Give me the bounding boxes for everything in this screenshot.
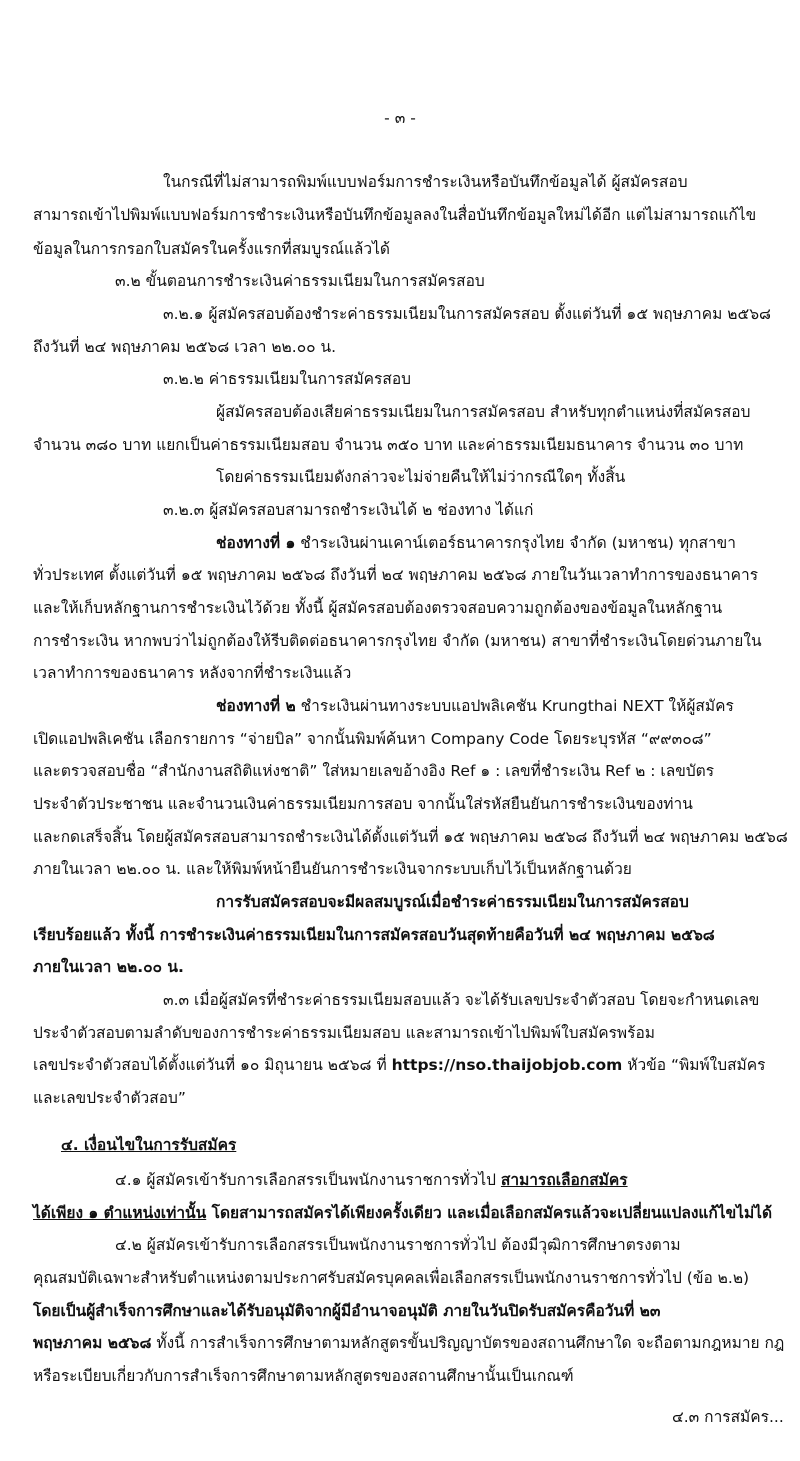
section-4-2-line-1: ๔.๒ ผู้สมัครเข้ารับการเลือกสรรเป็นพนักงานราชการทั่วไป ต้องมีวุฒิการศึกษาตรงตาม — [115, 1236, 681, 1254]
para-print-line-1: ในกรณีที่ไม่สามารถพิมพ์แบบฟอร์มการชำระเงินหรือบันทึกข้อมูลได้ ผู้สมัครสอบ — [163, 173, 688, 191]
section-3-3-line-3 — [33, 1053, 765, 1077]
page-number: - ๓ - — [384, 109, 416, 127]
section-3-3-text: เลขประจำตัวสอบได้ตั้งแต่วันที่ ๑๐ มิถุนายน ๒๕๖๘ ที่ — [33, 1056, 392, 1074]
continuation-marker: ๔.๓ การสมัคร... — [672, 1408, 784, 1426]
channel-2-line-3: และตรวจสอบชื่อ “สำนักงานสถิติแห่งชาติ” ใส่หมายเลขอ้างอิง Ref ๑ : เลขที่ชำระเงิน Ref ๒ : เลขบัตร — [33, 762, 715, 780]
section-4-1-emphasis-2: ได้เพียง ๑ ตำแหน่งเท่านั้น — [33, 1204, 207, 1222]
section-4-1-line-1 — [115, 1168, 628, 1192]
channel-2-line-1 — [216, 694, 734, 718]
complete-note-line-3: ภายในเวลา ๒๒.๐๐ น. — [33, 958, 184, 976]
section-3-2-1-line-2: ถึงวันที่ ๒๔ พฤษภาคม ๒๕๖๘ เวลา ๒๒.๐๐ น. — [33, 338, 337, 356]
channel-2-line-5: และกดเสร็จสิ้น โดยผู้สมัครสอบสามารถชำระเงินได้ตั้งแต่วันที่ ๑๕ พฤษภาคม ๒๕๖๘ ถึงวันที่ ๒๔ พฤษภาคม ๒๕๖๘ — [33, 828, 788, 846]
channel-1-text: ชำระเงินผ่านเคาน์เตอร์ธนาคารกรุงไทย จำกัด (มหาชน) ทุกสาขา — [295, 534, 736, 552]
section-3-2-2-heading: ๓.๒.๒ ค่าธรรมเนียมในการสมัครสอบ — [163, 370, 411, 388]
section-4-2-line-5: หรือระเบียบเกี่ยวกับการสำเร็จการศึกษาตามหลักสูตรของสถานศึกษานั้นเป็นเกณฑ์ — [33, 1367, 574, 1385]
section-3-3-line-1: ๓.๓ เมื่อผู้สมัครที่ชำระค่าธรรมเนียมสอบแล้ว จะได้รับเลขประจำตัวสอบ โดยจะกำหนดเลข — [163, 991, 760, 1009]
section-4-2-line-4 — [33, 1331, 784, 1355]
channel-2-line-4: ประจำตัวประชาชน และจำนวนเงินค่าธรรมเนียมการสอบ จากนั้นใส่รหัสยืนยันการชำระเงินของท่าน — [33, 795, 693, 813]
section-3-2-1-line-1: ๓.๒.๑ ผู้สมัครสอบต้องชำระค่าธรรมเนียมในการสมัครสอบ ตั้งแต่วันที่ ๑๕ พฤษภาคม ๒๕๖๘ — [163, 305, 772, 323]
section-4-2-line-3: โดยเป็นผู้สำเร็จการศึกษาและได้รับอนุมัติจากผู้มีอำนาจอนุมัติ ภายในวันปิดรับสมัครคือวันที่ ๒๓ — [33, 1302, 661, 1320]
para-print-line-3: ข้อมูลในการกรอกใบสมัครในครั้งแรกที่สมบูรณ์แล้วได้ — [33, 240, 390, 258]
section-4-2-text: ทั้งนี้ การสำเร็จการศึกษาตามหลักสูตรขั้นปริญญาบัตรของสถานศึกษาใด จะถือตามกฎหมาย กฎ — [151, 1334, 785, 1352]
section-4-1-text: ๔.๑ ผู้สมัครเข้ารับการเลือกสรรเป็นพนักงานราชการทั่วไป — [115, 1171, 501, 1189]
complete-note-line-2: เรียบร้อยแล้ว ทั้งนี้ การชำระเงินค่าธรรมเนียมในการสมัครสอบวันสุดท้ายคือวันที่ ๒๔ พฤษภาคม ๒๕๖๘ — [33, 926, 715, 944]
section-3-2-heading: ๓.๒ ขั้นตอนการชำระเงินค่าธรรมเนียมในการสมัครสอบ — [115, 272, 485, 290]
channel-1-line-4: การชำระเงิน หากพบว่าไม่ถูกต้องให้รีบติดต่อธนาคารกรุงไทย จำกัด (มหาชน) สาขาที่ชำระเงินโดยด่วนภายใน — [33, 632, 762, 650]
complete-note-line-1: การรับสมัครสอบจะมีผลสมบูรณ์เมื่อชำระค่าธรรมเนียมในการสมัครสอบ — [216, 893, 689, 911]
section-3-2-2-line-1: ผู้สมัครสอบต้องเสียค่าธรรมเนียมในการสมัครสอบ สำหรับทุกตำแหน่งที่สมัครสอบ — [216, 403, 751, 421]
para-print-line-2: สามารถเข้าไปพิมพ์แบบฟอร์มการชำระเงินหรือบันทึกข้อมูลลงในสื่อบันทึกข้อมูลใหม่ได้อีก แต่ไม่สามารถแก้ไข — [33, 206, 757, 224]
section-4-1-emphasis: สามารถเลือกสมัคร — [500, 1171, 628, 1189]
section-4-1-line-2 — [33, 1201, 772, 1225]
channel-1-line-3: และให้เก็บหลักฐานการชำระเงินไว้ด้วย ทั้งนี้ ผู้สมัครสอบต้องตรวจสอบความถูกต้องของข้อมูลในหลักฐาน — [33, 599, 723, 617]
section-4-heading: ๔. เงื่อนไขในการรับสมัคร — [61, 1136, 237, 1154]
section-3-2-2-line-3: โดยค่าธรรมเนียมดังกล่าวจะไม่จ่ายคืนให้ไม่ว่ากรณีใดๆ ทั้งสิ้น — [216, 468, 626, 486]
section-3-3-line-2: ประจำตัวสอบตามลำดับของการชำระค่าธรรมเนียมสอบ และสามารถเข้าไปพิมพ์ใบสมัครพร้อม — [33, 1024, 655, 1042]
channel-2-line-6: ภายในเวลา ๒๒.๐๐ น. และให้พิมพ์หน้ายืนยันการชำระเงินจากระบบเก็บไว้เป็นหลักฐานด้วย — [33, 860, 632, 878]
section-4-2-line-2: คุณสมบัติเฉพาะสำหรับตำแหน่งตามประกาศรับสมัครบุคคลเพื่อเลือกสรรเป็นพนักงานราชการทั่วไป (ข้อ ๒.๒) — [33, 1269, 750, 1287]
channel-2-line-2: เปิดแอปพลิเคชัน เลือกรายการ “จ่ายบิล” จากนั้นพิมพ์ค้นหา Company Code โดยระบุรหัส “๙๙๓๐๘” — [33, 730, 712, 748]
section-3-2-3-heading: ๓.๒.๓ ผู้สมัครสอบสามารถชำระเงินได้ ๒ ช่องทาง ได้แก่ — [163, 501, 534, 519]
channel-2-label: ช่องทางที่ ๒ — [216, 697, 296, 715]
channel-1-label: ช่องทางที่ ๑ — [216, 534, 296, 552]
registration-website-link[interactable]: https://nso.thaijobjob.com — [391, 1056, 623, 1074]
channel-2-text: ชำระเงินผ่านทางระบบแอปพลิเคชัน Krungthai NEXT ให้ผู้สมัคร — [295, 697, 734, 715]
section-3-2-2-line-2: จำนวน ๓๘๐ บาท แยกเป็นค่าธรรมเนียมสอบ จำนวน ๓๕๐ บาท และค่าธรรมเนียมธนาคาร จำนวน ๓๐ บาท — [33, 436, 744, 454]
section-3-3-line-4: และเลขประจำตัวสอบ” — [33, 1089, 186, 1107]
section-4-2-date: พฤษภาคม ๒๕๖๘ — [33, 1334, 152, 1352]
channel-1-line-1 — [216, 531, 736, 555]
channel-1-line-5: เวลาทำการของธนาคาร หลังจากที่ชำระเงินแล้ว — [33, 664, 352, 682]
section-4-1-bold-rest: โดยสามารถสมัครได้เพียงครั้งเดียว และเมื่อเลือกสมัครแล้วจะเปลี่ยนแปลงแก้ไขไม่ได้ — [206, 1204, 773, 1222]
section-3-3-text-tail: หัวข้อ “พิมพ์ใบสมัคร — [622, 1056, 766, 1074]
channel-1-line-2: ทั่วประเทศ ตั้งแต่วันที่ ๑๕ พฤษภาคม ๒๕๖๘ ถึงวันที่ ๒๔ พฤษภาคม ๒๕๖๘ ภายในวันเวลาทำการของธนาคาร — [33, 566, 759, 584]
